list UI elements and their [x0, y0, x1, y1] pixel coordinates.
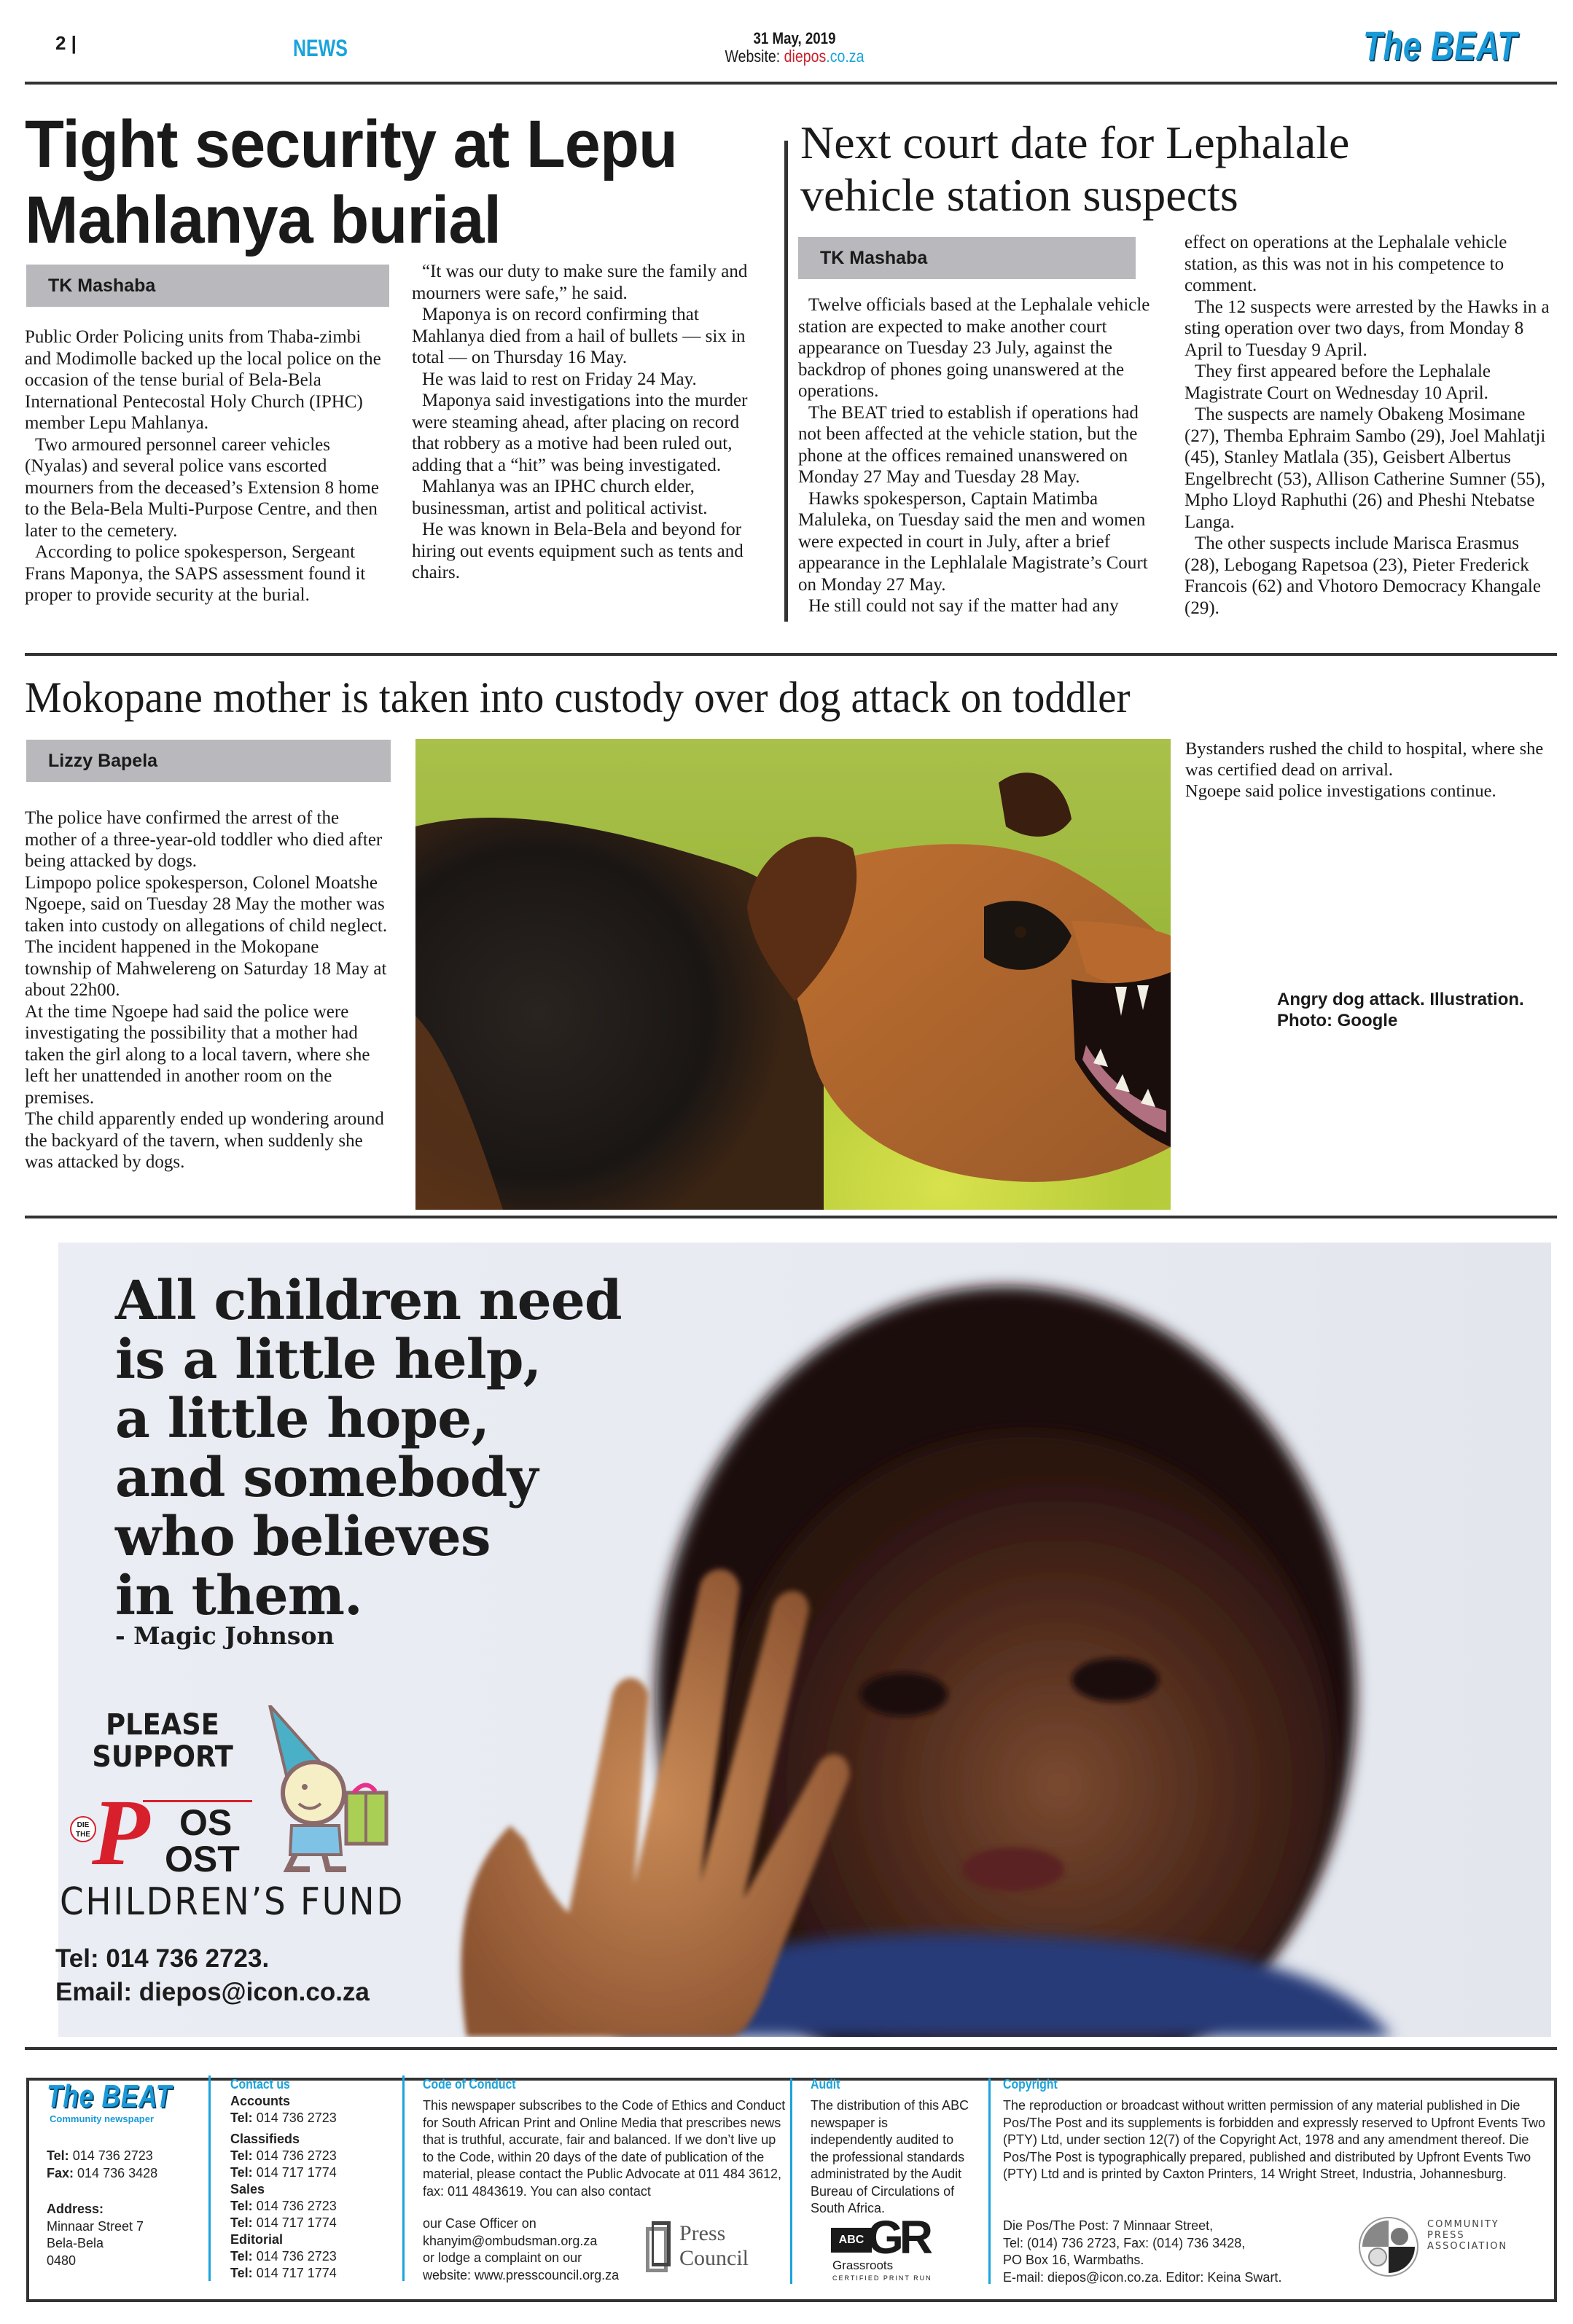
gnome-mascot-icon — [248, 1705, 401, 1873]
community-press-association-logo: COMMUNITY PRESS ASSOCIATION — [1356, 2212, 1531, 2285]
contact-list: Accounts Tel: 014 736 2723 Classifieds Tel: 014 736 2723 Tel: 014 717 1774 Sales Tel: 014 736 2723 Tel: 014 717 1774 Editorial Tel: 014 736 2723 Tel: 014 717 1774 — [230, 2094, 337, 2280]
sales-phone-1[interactable]: 014 736 2723 — [256, 2199, 337, 2213]
article2-byline: TK Mashaba — [798, 237, 1136, 279]
logo-os: OS — [179, 1802, 233, 1843]
masthead-rule — [25, 82, 1557, 85]
column-divider — [784, 141, 788, 622]
dog-photo — [415, 739, 1171, 1210]
footer-divider-2 — [402, 2075, 405, 2281]
logo-ost: OST — [165, 1839, 240, 1879]
website-domain-blue[interactable]: .co.za — [826, 47, 864, 66]
photo-caption: Angry dog attack. Illustration. Photo: Google — [1277, 990, 1524, 1030]
press-council-logo: Press Council — [644, 2221, 768, 2276]
accounts-phone[interactable]: 014 736 2723 — [256, 2110, 337, 2125]
issue-date: 31 May, 2019 — [753, 29, 836, 47]
classifieds-phone-2[interactable]: 014 717 1774 — [256, 2165, 337, 2180]
page-number: 2 | — [55, 32, 77, 54]
section-rule-3 — [25, 2047, 1557, 2050]
advert-telephone[interactable]: Tel: 014 736 2723. — [55, 1944, 270, 1973]
website-domain-red[interactable]: diepos — [784, 47, 827, 66]
advert-quote: All children need is a little help, a little hope, and somebody who believes in them. — [115, 1269, 622, 1627]
article3-col1: The police have confirmed the arrest of the mother of a three-year-old toddler who died after being attacked by dogs. Limpopo police spokesperson, Colonel Moatshe Ngoepe, said on Tuesday 28 May the mother was taken into custody on allegations of child neglect. The incident happened in the Mokopane township of Mahwelereng on Saturday 18 May at about 22h00. At the time Ngoepe had said the police were investigating the possibility that a mother had taken the girl along to a local tavern, where she left her unattended in another room on the premises. The child apparently ended up wondering around the backyard of the tavern, when suddenly she was attacked by dogs. — [25, 808, 388, 1172]
footer-divider-3 — [790, 2078, 792, 2284]
audit-heading: Audit — [811, 2077, 840, 2092]
code-of-conduct-heading: Code of Conduct — [423, 2077, 516, 2092]
publisher-email[interactable]: E-mail: diepos@icon.co.za. Editor: Keina Swart. — [1003, 2269, 1282, 2285]
editorial-phone-1[interactable]: 014 736 2723 — [256, 2249, 337, 2264]
footer-divider-1 — [208, 2075, 211, 2281]
article1-col1: Public Order Policing units from Thaba-zimbi and Modimolle backed up the local police on the occasion of the tense burial of Bela-Bela International Pentecostal Holy Church (IPHC) member Lepu Mahlanya. Two armoured personnel career vehicles (Nyalas) and several police vans escorted mourners from the deceased’s Extension 8 home to the Bela-Bela Multi-Purpose Centre, and then later to the cemetery. According to police spokesperson, Sergeant Frans Maponya, the SAPS assessment found it proper to provide security at the burial. — [25, 327, 381, 605]
press-council-website[interactable]: website: www.presscouncil.org.za — [423, 2267, 620, 2282]
ombudsman-email[interactable]: khanyim@ombudsman.org.za — [423, 2233, 598, 2248]
footer-logo-subtitle: Community newspaper — [50, 2113, 155, 2124]
advert-attribution: - Magic Johnson — [115, 1621, 335, 1650]
abc-grassroots-logo: ABC GR Grassroots CERTIFIED PRINT RUN — [832, 2211, 932, 2282]
website-label: Website: — [725, 47, 781, 66]
audit-text: The distribution of this ABC newspaper is independently audited to the professional standards administrated by the Audit Bureau of Circulations of South Africa. — [811, 2098, 969, 2215]
footer-phone-block: Tel: 014 736 2723 Fax: 014 736 3428 — [47, 2148, 158, 2180]
article1-byline: TK Mashaba — [26, 265, 389, 307]
section-label: NEWS — [293, 35, 348, 61]
footer-tel[interactable]: 014 736 2723 — [72, 2148, 153, 2163]
copyright-heading: Copyright — [1003, 2077, 1058, 2092]
advert-email[interactable]: Email: diepos@icon.co.za — [55, 1978, 370, 2006]
website[interactable] — [695, 47, 894, 66]
article2-col1: Twelve officials based at the Lephalale vehicle station are expected to make another court appearance on Tuesday 23 July, against the backdrop of phones going unanswered at the operations. The BEAT tried to establish if operations had not been affected at the vehicle station, but the phone at the offices remained unanswered on Monday 27 May and Tuesday 28 May. Hawks spokesperson, Captain Matimba Maluleka, on Tuesday said the men and women were expected in court in July, after a brief appearance in the Lephlalale Magistrate’s Court on Monday 27 May. He still could not say if the matter had any — [798, 295, 1150, 616]
copyright-text: The reproduction or broadcast without written permission of any material published in Die Pos/The Post and its supplements is forbidden and expressly reserved to Upfront Events Two (PTY) Ltd, under section 12(7) of the Copyright Act, 1978 and any amendment thereof. Die Pos/The Post is typographically prepared, published and distributed by Upfront Events Two (PTY) Ltd and is printed by Caxton Printers, 14 Wright Street, Industria, Johannesburg. — [1003, 2098, 1546, 2181]
classifieds-phone-1[interactable]: 014 736 2723 — [256, 2148, 337, 2163]
beat-logo: The BEAT — [1363, 23, 1518, 69]
logo-script-p: P — [92, 1780, 150, 1885]
footer-divider-4 — [988, 2078, 991, 2284]
article2-headline: Next court date for Lephalale vehicle station suspects — [800, 117, 1350, 221]
article1-headline: Tight security at Lepu Mahlanya burial — [25, 107, 677, 257]
please-support-label: PLEASE SUPPORT — [92, 1708, 233, 1774]
section-rule-2 — [25, 1216, 1557, 1218]
die-the-badge: DIE THE — [70, 1816, 96, 1842]
article1-col2: “It was our duty to make sure the family and mourners were safe,” he said. Maponya is on record confirming that Mahlanya died from a hail of bullets — six in total — on Thursday 16 May. He was laid to rest on Friday 24 May. Maponya said investigations into the murder were steaming ahead, after placing on record that robbery as a motive had been ruled out, adding that a “hit” was being investigated. Mahlanya was an IPHC church elder, businessman, artist and political activist. He was known in Bela-Bela and beyond for hiring out events equipment such as tents and chairs. — [412, 262, 748, 582]
article3-byline: Lizzy Bapela — [26, 740, 391, 782]
footer-address: Address: Minnaar Street 7 Bela-Bela 0480 — [47, 2202, 144, 2268]
sales-phone-2[interactable]: 014 717 1774 — [256, 2215, 337, 2230]
editorial-phone-2[interactable]: 014 717 1774 — [256, 2266, 337, 2280]
footer-fax: 014 736 3428 — [77, 2165, 158, 2180]
code-of-conduct-text: This newspaper subscribes to the Code of Ethics and Conduct for South African Print and Online Media that prescribes news that is truthful, accurate, fair and balanced. If we don’t live up to the Code, within 20 days of the date of publication of the material, please contact the Public Advocate at 011 484 3612, fax: 011 4843619. You can also contact — [423, 2098, 786, 2199]
footer-beat-logo: The BEAT — [47, 2078, 172, 2114]
angry-dog-illustration — [415, 739, 1171, 1210]
code-contact: our Case Officer on khanyim@ombudsman.org.za or lodge a complaint on our website: www.presscouncil.org.za — [423, 2215, 619, 2284]
publisher-address: Die Pos/The Post: 7 Minnaar Street, Tel: (014) 736 2723, Fax: (014) 736 3428, PO Box 16, Warmbaths. E-mail: diepos@icon.co.za. Editor: Keina Swart. — [1003, 2218, 1281, 2286]
cpa-emblem-icon — [1356, 2212, 1421, 2282]
section-rule-1 — [25, 653, 1557, 656]
article3-headline: Mokopane mother is taken into custody over dog attack on toddler — [25, 673, 1131, 721]
contact-heading: Contact us — [230, 2077, 290, 2092]
article3-col2: Bystanders rushed the child to hospital, where she was certified dead on arrival. Ngoepe said police investigations continue. — [1185, 739, 1544, 801]
die-pos-the-post-logo — [55, 1780, 252, 1885]
childrens-fund-label: CHILDREN’S FUND — [60, 1880, 405, 1924]
article2-col2: effect on operations at the Lephalale vehicle station, as this was not in his competence to comment. The 12 suspects were arrested by the Hawks in a sting operation over two days, from Monday 8 April to Tuesday 9 April. They first appeared before the Lephalale Magistrate Court on Wednesday 10 April. The suspects are namely Obakeng Mosimane (27), Themba Ephraim Sambo (29), Joel Mahlatji (45), Stanley Matlala (35), Geisbert Albertus Engelbrecht (53), Allison Catherine Sumner (55), Mpho Lloyd Raphuthi (26) and Pheshi Ntebatse Langa. The other suspects include Marisca Erasmus (28), Lebogang Rapetsoa (23), Pieter Frederick Francois (62) and Vhotoro Democracy Khangale (29). — [1184, 232, 1550, 618]
